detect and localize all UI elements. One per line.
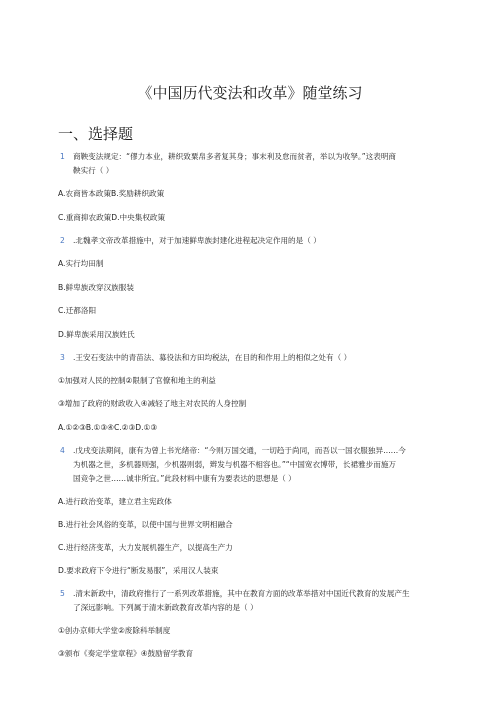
question-1-option: A.农商皆本政策B.奖励耕织政策 bbox=[58, 189, 165, 198]
question-1-line-1 bbox=[60, 152, 460, 162]
question-text: .戊戌变法期间，康有为曾上书光绪帝：“今则万国交通，一切趋于尚同，而吾以一国衣服独异……今 bbox=[73, 446, 406, 455]
question-4-line-2: 为机器之世，多机器则强，少机器则弱，辫发与机器不相容也。”“中国宽衣博带，长裙雅步而施万 bbox=[73, 460, 397, 469]
question-number: 2 bbox=[60, 236, 65, 245]
section-heading: 一、选择题 bbox=[58, 125, 134, 143]
question-2-option: A.实行均田制 bbox=[58, 259, 104, 268]
question-text: .北魏孝文帝改革措施中，对于加速鲜卑族封建化进程起决定作用的是（ ） bbox=[73, 236, 321, 245]
question-5-line-1 bbox=[60, 589, 460, 599]
question-number: 1 bbox=[60, 152, 65, 161]
question-2-option: B.鲜卑族改穿汉族服装 bbox=[58, 283, 134, 292]
question-5-option: ③颁布《奏定学堂章程》④鼓励留学教育 bbox=[58, 649, 194, 658]
question-1-line-2: 鞅实行（ ） bbox=[73, 166, 114, 175]
question-number: 5 bbox=[60, 589, 65, 598]
question-number: 3 bbox=[60, 353, 65, 362]
question-text: .清末新政中，清政府推行了一系列改革措施，其中在教育方面的改革举措对中国近代教育的发展产生 bbox=[73, 589, 410, 598]
question-2-option: C.迁都洛阳 bbox=[58, 306, 97, 315]
question-4-option: C.进行经济变革，大力发展机器生产，以提高生产力 bbox=[58, 543, 233, 552]
question-number: 4 bbox=[60, 446, 65, 455]
question-1-option: C.重商抑农政策D.中央集权政策 bbox=[58, 213, 166, 222]
question-4-option: B.进行社会风俗的变革，以使中国与世界文明相融合 bbox=[58, 520, 233, 529]
question-3-line-1 bbox=[60, 353, 460, 363]
question-2-line-1 bbox=[60, 236, 460, 246]
question-3-option: A.①②③B.①③④C.②③D.①③ bbox=[58, 423, 158, 432]
document-title: 《中国历代变法和改革》随堂练习 bbox=[137, 84, 363, 102]
question-5-option: ①创办京师大学堂②废除科举制度 bbox=[58, 626, 171, 635]
question-text: 商鞅变法规定：“僇力本业，耕织致粟帛多者复其身；事末利及怠而贫者，举以为收孥。”这表明商 bbox=[73, 152, 397, 161]
question-text: .王安石变法中的青苗法、募役法和方田均税法，在目的和作用上的相似之处有（ ） bbox=[73, 353, 352, 362]
question-2-option: D.鲜卑族采用汉族姓氏 bbox=[58, 330, 135, 339]
question-4-option: D.要求政府下令进行“断发易服”，采用汉人装束 bbox=[58, 566, 219, 575]
question-3-option: ①加强对人民的控制②限制了官僚和地主的利益 bbox=[58, 376, 216, 385]
question-4-line-1 bbox=[60, 446, 460, 456]
question-4-option: A.进行政治变革，建立君主宪政体 bbox=[58, 497, 172, 506]
question-3-option: ③增加了政府的财政收入④减轻了地主对农民的人身控制 bbox=[58, 399, 247, 408]
question-4-line-3: 国竞争之世……诚非所宜。”此段材料中康有为要表达的思想是（ ） bbox=[73, 474, 296, 483]
question-5-line-2: 了深远影响。下列属于清末新政教育改革内容的是（ ） bbox=[73, 603, 258, 612]
